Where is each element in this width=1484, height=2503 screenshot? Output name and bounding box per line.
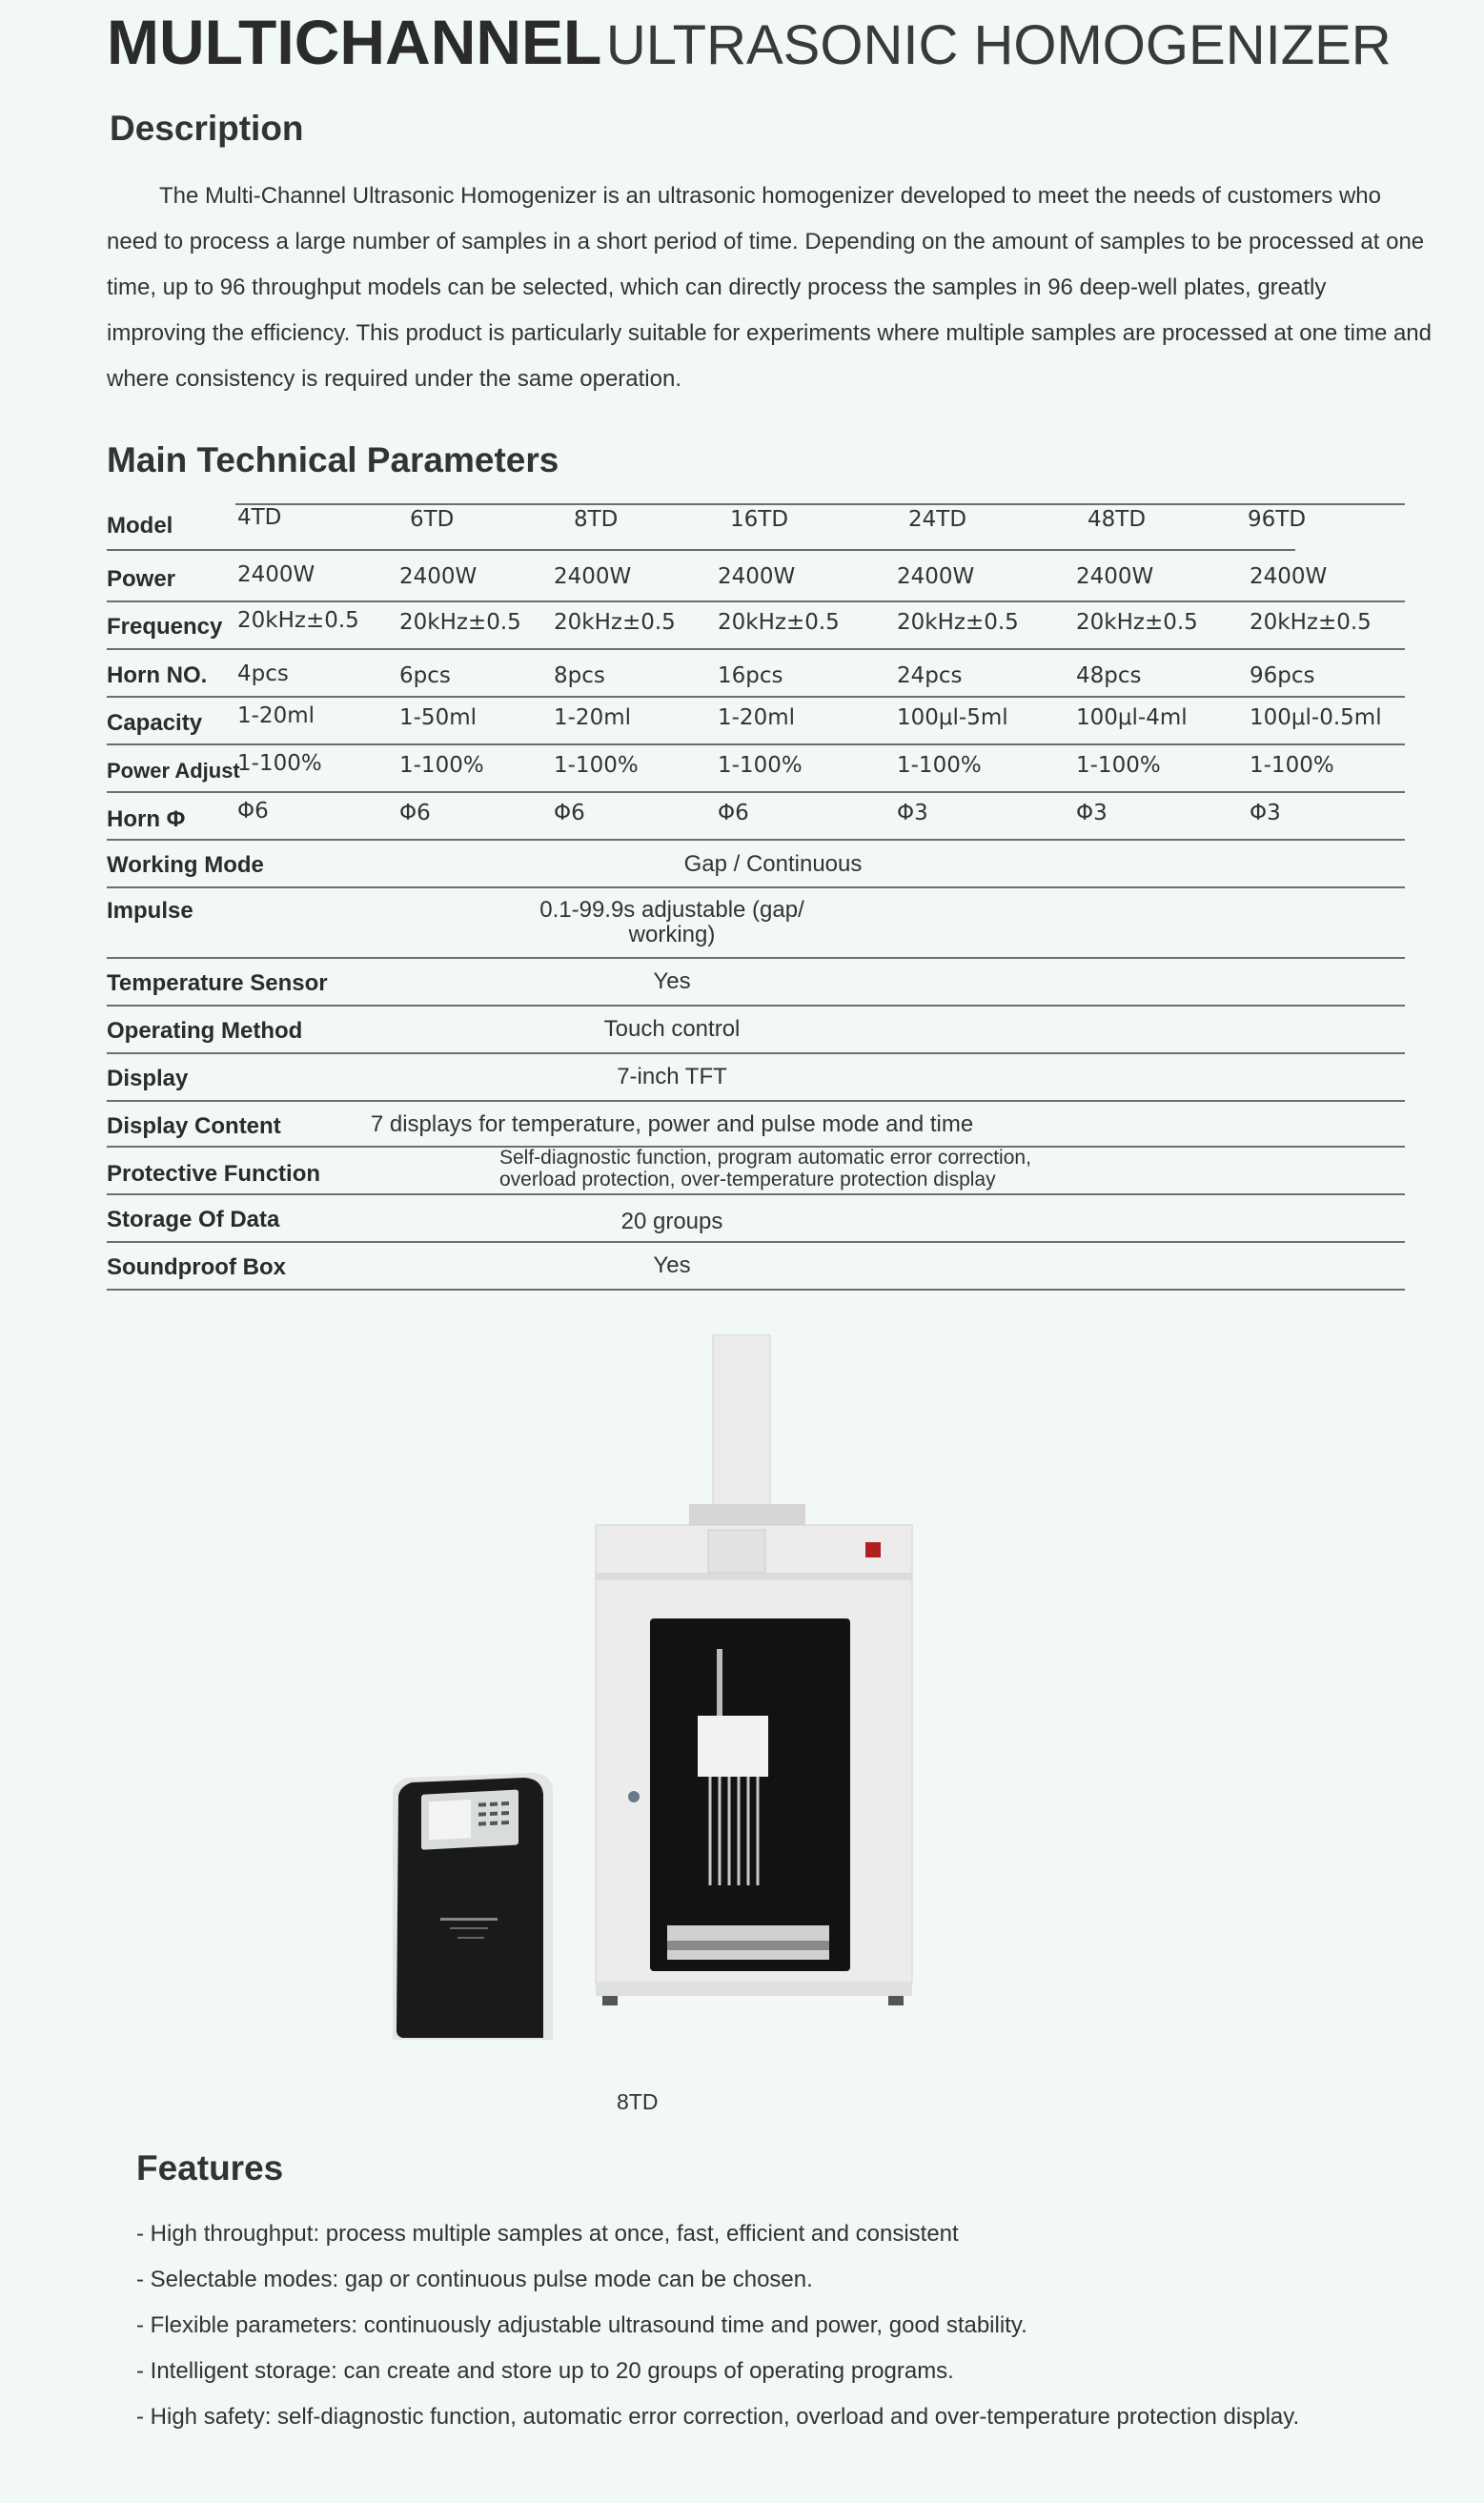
power-row: [107, 559, 1405, 602]
title-bold: MULTICHANNEL: [107, 7, 602, 77]
horn-diameter-48td: Φ3: [1076, 801, 1108, 825]
horn-no-row: [107, 650, 1405, 698]
storage-value: 20 groups: [620, 1209, 723, 1234]
frequency-8td: 20kHz±0.5: [554, 610, 676, 635]
horn-diameter-6td: Φ6: [399, 801, 431, 825]
title-light: ULTRASONIC HOMOGENIZER: [605, 14, 1392, 76]
horn-no-6td: 6pcs: [399, 663, 451, 688]
temperature-sensor-label: Temperature Sensor: [107, 970, 328, 996]
horn-no-24td: 24pcs: [897, 663, 963, 688]
capacity-6td: 1-50ml: [399, 705, 477, 730]
features-heading: Features: [136, 2148, 284, 2188]
capacity-16td: 1-20ml: [718, 705, 795, 730]
parameters-heading: Main Technical Parameters: [107, 440, 559, 479]
capacity-24td: 100μl-5ml: [897, 705, 1008, 730]
model-underline: [235, 549, 1295, 551]
power-4td: 2400W: [237, 562, 315, 587]
cabinet: [596, 1334, 912, 2005]
horn-diameter-label: Horn Φ: [107, 806, 186, 832]
power-96td: 2400W: [1250, 564, 1328, 589]
protective-function-row: [107, 1148, 1405, 1195]
soundproof-label: Soundproof Box: [107, 1254, 286, 1280]
feature-item: - Intelligent storage: can create and store up to 20 groups of operating programs.: [136, 2358, 954, 2384]
feature-item: - High safety: self-diagnostic function, automatic error correction, overload and over-temperature protection display.: [136, 2404, 1300, 2430]
horn-diameter-row: [107, 793, 1405, 841]
impulse-value-line2: working): [628, 922, 716, 947]
frequency-96td: 20kHz±0.5: [1250, 610, 1372, 635]
model-4td: 4TD: [237, 505, 282, 530]
display-content-value: 7 displays for temperature, power and pulse mode and time: [370, 1111, 974, 1137]
frequency-24td: 20kHz±0.5: [897, 610, 1019, 635]
model-16td: 16TD: [730, 507, 789, 532]
impulse-value-line1: 0.1-99.9s adjustable (gap/: [539, 897, 804, 923]
frequency-label: Frequency: [107, 614, 223, 640]
horn-diameter-96td: Φ3: [1250, 801, 1281, 825]
operating-method-label: Operating Method: [107, 1018, 303, 1044]
power-adjust-row: [107, 745, 1405, 793]
display-value: 7-inch TFT: [617, 1064, 727, 1089]
operating-method-value: Touch control: [603, 1016, 741, 1042]
model-48td: 48TD: [1088, 507, 1147, 532]
temperature-sensor-row: [107, 959, 1405, 1007]
storage-label: Storage Of Data: [107, 1207, 280, 1232]
temperature-sensor-value: Yes: [653, 968, 691, 994]
power-adjust-8td: 1-100%: [554, 753, 639, 778]
frequency-6td: 20kHz±0.5: [399, 610, 521, 635]
model-8td: 8TD: [574, 507, 619, 532]
power-6td: 2400W: [399, 564, 478, 589]
working-mode-row: [107, 841, 1405, 888]
impulse-label: Impulse: [107, 898, 193, 924]
capacity-label: Capacity: [107, 710, 203, 736]
horn-no-8td: 8pcs: [554, 663, 605, 688]
model-24td: 24TD: [908, 507, 967, 532]
frequency-48td: 20kHz±0.5: [1076, 610, 1198, 635]
frequency-4td: 20kHz±0.5: [237, 608, 359, 633]
feature-item: - Flexible parameters: continuously adjustable ultrasound time and power, good stability.: [136, 2312, 1027, 2338]
capacity-4td: 1-20ml: [237, 703, 315, 728]
horn-no-48td: 48pcs: [1076, 663, 1142, 688]
product-image: [381, 1334, 915, 2040]
power-label: Power: [107, 566, 176, 592]
page-title: [107, 6, 1392, 78]
display-content-row: [107, 1102, 1405, 1148]
power-adjust-96td: 1-100%: [1250, 753, 1334, 778]
power-8td: 2400W: [554, 564, 632, 589]
protective-function-label: Protective Function: [107, 1161, 321, 1187]
model-96td: 96TD: [1248, 507, 1307, 532]
product-caption: 8TD: [617, 2089, 659, 2114]
model-label: Model: [107, 513, 173, 539]
power-24td: 2400W: [897, 564, 975, 589]
horn-diameter-16td: Φ6: [718, 801, 749, 825]
power-adjust-6td: 1-100%: [399, 753, 484, 778]
power-adjust-16td: 1-100%: [718, 753, 803, 778]
table-top-line: [235, 503, 1405, 505]
horn-no-96td: 96pcs: [1250, 663, 1315, 688]
power-16td: 2400W: [718, 564, 796, 589]
horn-no-label: Horn NO.: [107, 662, 208, 688]
working-mode-value: Gap / Continuous: [683, 851, 863, 877]
protective-function-line2: overload protection, over-temperature protection display: [499, 1169, 996, 1190]
soundproof-value: Yes: [653, 1252, 691, 1278]
parameters-table: [107, 503, 1405, 1291]
power-48td: 2400W: [1076, 564, 1154, 589]
soundproof-row: [107, 1243, 1405, 1291]
operating-method-row: [107, 1007, 1405, 1054]
horn-diameter-4td: Φ6: [237, 799, 269, 824]
capacity-96td: 100μl-0.5ml: [1250, 705, 1382, 730]
impulse-row: [107, 888, 1405, 959]
power-adjust-48td: 1-100%: [1076, 753, 1161, 778]
horn-no-16td: 16pcs: [718, 663, 783, 688]
power-adjust-4td: 1-100%: [237, 751, 322, 776]
capacity-row: [107, 698, 1405, 745]
frequency-16td: 20kHz±0.5: [718, 610, 840, 635]
model-6td: 6TD: [410, 507, 455, 532]
model-label-underline: [107, 549, 235, 551]
model-row: [107, 503, 1405, 549]
power-adjust-24td: 1-100%: [897, 753, 982, 778]
power-adjust-label: Power Adjust: [107, 759, 240, 783]
protective-function-line1: Self-diagnostic function, program automatic error correction,: [499, 1147, 1031, 1169]
working-mode-label: Working Mode: [107, 852, 264, 878]
description-text: The Multi-Channel Ultrasonic Homogenizer is an ultrasonic homogenizer developed to meet the needs of customers who need to process a large number of samples in a short period of time. Depending on the amount of samples to be processed at one time, up to 96 throughput models can be selected, which can directly process the samples in 96 deep-well plates, greatly improving the efficiency. This product is particularly suitable for experiments where multiple samples are processed at one time and where consistency is required under the same operation.: [107, 183, 1432, 392]
storage-row: [107, 1195, 1405, 1243]
horn-diameter-8td: Φ6: [554, 801, 585, 825]
capacity-48td: 100μl-4ml: [1076, 705, 1188, 730]
frequency-row: [107, 602, 1405, 650]
capacity-8td: 1-20ml: [554, 705, 631, 730]
feature-item: - Selectable modes: gap or continuous pulse mode can be chosen.: [136, 2267, 813, 2292]
display-label: Display: [107, 1066, 189, 1091]
feature-item: - High throughput: process multiple samples at once, fast, efficient and consistent: [136, 2221, 959, 2247]
horn-no-4td: 4pcs: [237, 661, 289, 686]
horn-diameter-24td: Φ3: [897, 801, 928, 825]
description-heading: Description: [110, 109, 304, 148]
display-content-label: Display Content: [107, 1113, 281, 1139]
display-row: [107, 1054, 1405, 1102]
control-unit: [393, 1773, 553, 2040]
